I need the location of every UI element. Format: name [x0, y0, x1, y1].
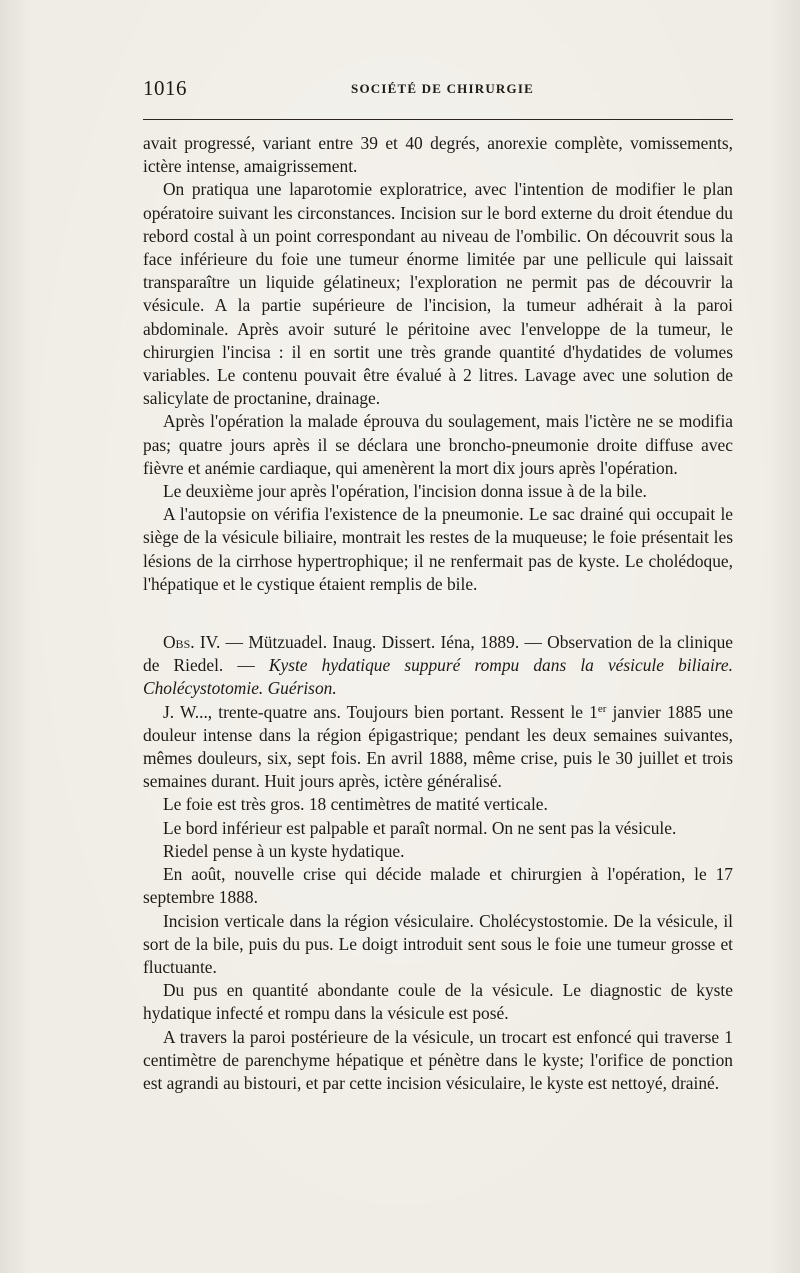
paragraph-text: J. W..., trente-quatre ans. Toujours bien portant. Ressent le 1 — [163, 701, 598, 722]
paragraph: Du pus en quantité abondante coule de la vésicule. Le diagnostic de kyste hydatique infecté et rompu dans la vésicule est posé. — [143, 980, 733, 1024]
paragraph: Le foie est très gros. 18 centimètres de matité verticale. — [163, 794, 548, 815]
paragraph: Le bord inférieur est palpable et paraît normal. On ne sent pas la vésicule. — [163, 817, 677, 838]
superscript: er — [597, 702, 607, 715]
paragraph-text: janvier 1885 une douleur intense dans la région épigastrique; pendant les deux semaines suivantes, mêmes douleurs, six, sept fois. En avril 1888, même crise, puis le 30 juillet et trois semaines durant. Huit jours après, ictère généralisé. — [143, 701, 734, 792]
paragraph: A travers la paroi postérieure de la vésicule, un trocart est enfoncé qui traverse 1 centimètre de parenchyme hépatique et pénètre dans le kyste; l'orifice de ponction est agrandi au bistouri, et par cette incision vésiculaire, le kyste est nettoyé, drainé. — [143, 1026, 733, 1093]
running-title: SOCIÉTÉ DE CHIRURGIE — [351, 81, 534, 96]
page-number: 1016 — [143, 76, 187, 100]
observation-source: — Mützuadel. Inaug. Dissert. Iéna, 1889. — Observation de la clinique de Riedel. — — [143, 632, 734, 676]
observation-heading — [143, 631, 733, 701]
paragraph: Riedel pense à un kyste hydatique. — [163, 840, 405, 861]
body-text — [143, 132, 733, 1095]
paragraph — [143, 701, 733, 794]
paragraph: En août, nouvelle crise qui décide malade et chirurgien à l'opération, le 17 septembre 1888. — [143, 864, 733, 908]
observation-title: Kyste hydatique suppuré rompu dans la vésicule biliaire. Cholécystotomie. Guérison. — [143, 655, 733, 699]
paragraph: Le deuxième jour après l'opération, l'incision donna issue à de la bile. — [163, 481, 647, 502]
paragraph: Après l'opération la malade éprouva du soulagement, mais l'ictère ne se modifia pas; quatre jours après il se déclara une broncho-pneumonie droite diffuse avec fièvre et anémie cardiaque, qui amenèrent la mort dix jours après l'opération. — [143, 411, 733, 478]
paragraph: Incision verticale dans la région vésiculaire. Cholécystostomie. De la vésicule, il sort de la bile, puis du pus. Le doigt introduit sent sous le foie une tumeur grosse et fluctuante. — [143, 910, 733, 977]
paragraph: On pratiqua une laparotomie exploratrice, avec l'intention de modifier le plan opératoire suivant les circonstances. Incision sur le bord externe du droit étendue du rebord costal à un point correspondant au niveau de l'ombilic. On découvrit sous la face inférieure du foie une tumeur énorme limitée par une pellicule qui laissait transparaître un liquide gélatineux; l'exploration ne permit pas de découvrir la vésicule. A la partie supérieure de l'incision, la tumeur adhérait à la paroi abdominale. Après avoir suturé le péritoine avec l'enveloppe de la tumeur, le chirurgien l'incisa : il en sortit une très grande quantité d'hydatides de volumes variables. Le contenu pouvait être évalué à 2 litres. Lavage avec une solution de salicylate de proctanine, drainage. — [143, 179, 733, 409]
observation-label: Obs. IV. — [163, 632, 221, 653]
page-header — [143, 74, 732, 104]
paragraph: A l'autopsie on vérifia l'existence de la pneumonie. Le sac drainé qui occupait le siège de la vésicule biliaire, montrait les restes de la muqueuse; le foie présentait les lésions de la cirrhose hypertrophique; il ne renfermait pas de kyste. Le cholédoque, l'hépatique et le cystique étaient remplis de bile. — [143, 504, 733, 594]
paragraph: avait progressé, variant entre 39 et 40 degrés, anorexie complète, vomissements, ictère intense, amaigrissement. — [143, 133, 733, 177]
header-rule — [143, 119, 733, 120]
